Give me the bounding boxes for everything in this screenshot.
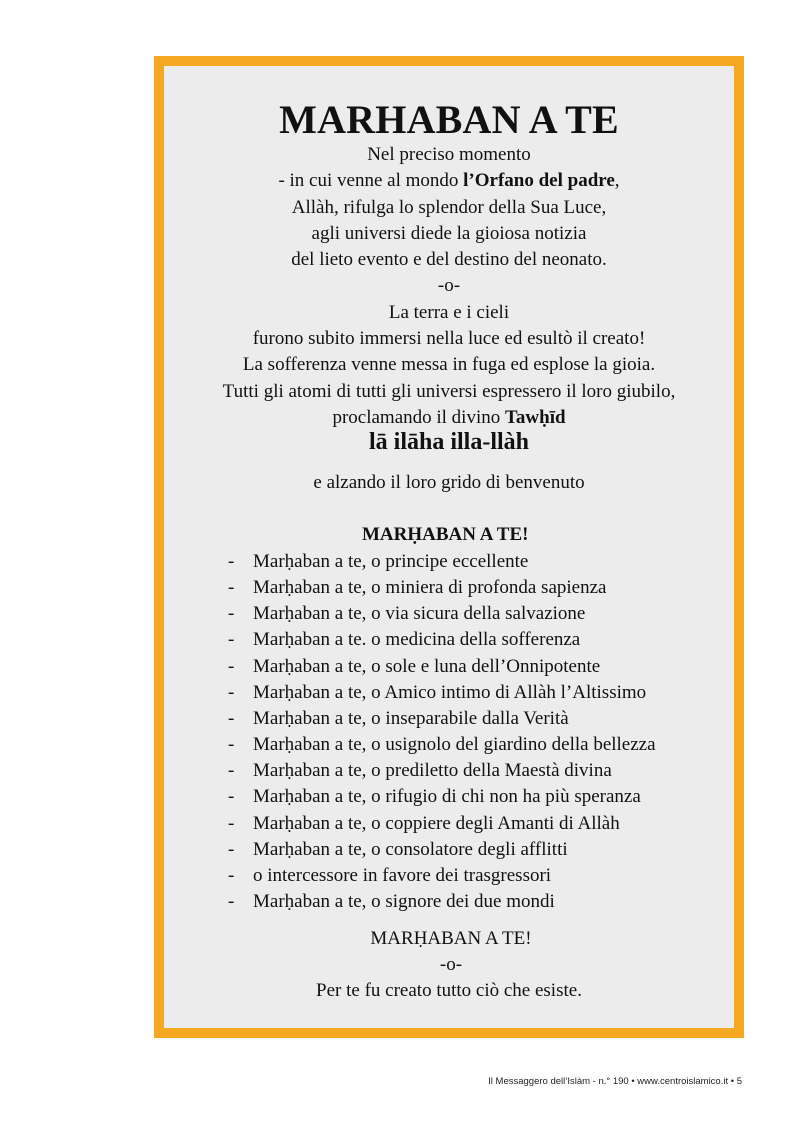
list-item [228, 732, 656, 758]
list-dash: - [228, 603, 235, 625]
intro-line: Allàh, rifulga lo splendor della Sua Luce, [291, 196, 607, 218]
separator: -o- [439, 954, 463, 975]
list-item-text: Marḥaban a te, o inseparabile dalla Verità [253, 707, 569, 729]
greeting-list [228, 549, 656, 915]
welcome-line: e alzando il loro grido di benvenuto [313, 472, 585, 493]
intro-line: agli universi diede la gioiosa notizia [311, 222, 587, 244]
intro-line: furono subito immersi nella luce ed esultò il creato! [252, 328, 646, 350]
list-item [228, 758, 656, 784]
tawhid-formula: lā ilāha illa-llàh [368, 429, 530, 455]
list-dash: - [228, 577, 235, 599]
list-item [228, 575, 656, 601]
intro-text: proclamando il divino [332, 406, 505, 428]
intro-bold: Tawḥīd [505, 406, 566, 428]
intro-bold: l’Orfano del padre [463, 170, 615, 192]
intro-stanza [164, 142, 734, 431]
outro-stanza [164, 926, 734, 1004]
list-item [228, 837, 656, 863]
outro-line: MARḤABAN A TE! [370, 928, 532, 949]
list-heading: MARḤABAN A TE! [362, 524, 529, 545]
list-item-text: Marḥaban a te, o coppiere degli Amanti di Allàh [253, 812, 620, 834]
intro-line: del lieto evento e del destino del neonato. [291, 249, 607, 271]
intro-line: La terra e i cieli [388, 301, 510, 323]
list-item [228, 680, 656, 706]
list-item [228, 549, 656, 575]
list-item [228, 654, 656, 680]
poem-frame [154, 56, 744, 1038]
list-dash: - [228, 551, 235, 572]
intro-line: Tutti gli atomi di tutti gli universi espressero il loro giubilo, [222, 380, 676, 402]
list-dash: - [228, 681, 235, 703]
list-dash: - [228, 707, 235, 729]
list-item-text: Marḥaban a te. o medicina della sofferenza [253, 629, 581, 651]
list-item [228, 863, 656, 889]
list-item-text: Marḥaban a te, o principe eccellente [253, 551, 529, 572]
separator: -o- [437, 275, 461, 297]
intro-text: - in cui venne al mondo [278, 170, 464, 192]
list-item [228, 601, 656, 627]
list-dash: - [228, 760, 235, 782]
intro-text: , [614, 170, 620, 192]
list-item-text: Marḥaban a te, o prediletto della Maestà divina [253, 760, 612, 782]
intro-line: Nel preciso momento [367, 144, 531, 165]
list-item-text: Marḥaban a te, o signore dei due mondi [253, 891, 555, 913]
poem-title: MARHABAN A TE [279, 97, 619, 142]
list-item-text: Marḥaban a te, o miniera di profonda sapienza [253, 577, 607, 599]
list-item-text: Marḥaban a te, o consolatore degli afflitti [253, 838, 568, 860]
list-dash: - [228, 891, 235, 913]
list-dash: - [228, 864, 235, 886]
list-item [228, 811, 656, 837]
intro-line [164, 168, 734, 194]
list-item [228, 889, 656, 915]
list-item [228, 627, 656, 653]
outro-line: Per te fu creato tutto ciò che esiste. [316, 980, 582, 1001]
list-item-text: Marḥaban a te, o Amico intimo di Allàh l’Altissimo [253, 681, 647, 703]
intro-line: La sofferenza venne messa in fuga ed esplose la gioia. [242, 354, 656, 376]
list-item-text: Marḥaban a te, o rifugio di chi non ha più speranza [253, 786, 641, 808]
list-item [228, 706, 656, 732]
page-footer: Il Messaggero dell’Islàm - n.° 190 • www.centroislamico.it • 5 [488, 1076, 742, 1087]
list-dash: - [228, 838, 235, 860]
list-dash: - [228, 655, 235, 677]
list-item-text: Marḥaban a te, o sole e luna dell’Onnipotente [253, 655, 601, 677]
list-dash: - [228, 786, 235, 808]
list-item-text: o intercessore in favore dei trasgressori [253, 864, 552, 886]
list-dash: - [228, 812, 235, 834]
list-item-text: Marḥaban a te, o usignolo del giardino della bellezza [253, 734, 656, 756]
list-dash: - [228, 734, 235, 756]
list-dash: - [228, 629, 235, 651]
list-item [228, 784, 656, 810]
list-item-text: Marḥaban a te, o via sicura della salvazione [253, 603, 586, 625]
